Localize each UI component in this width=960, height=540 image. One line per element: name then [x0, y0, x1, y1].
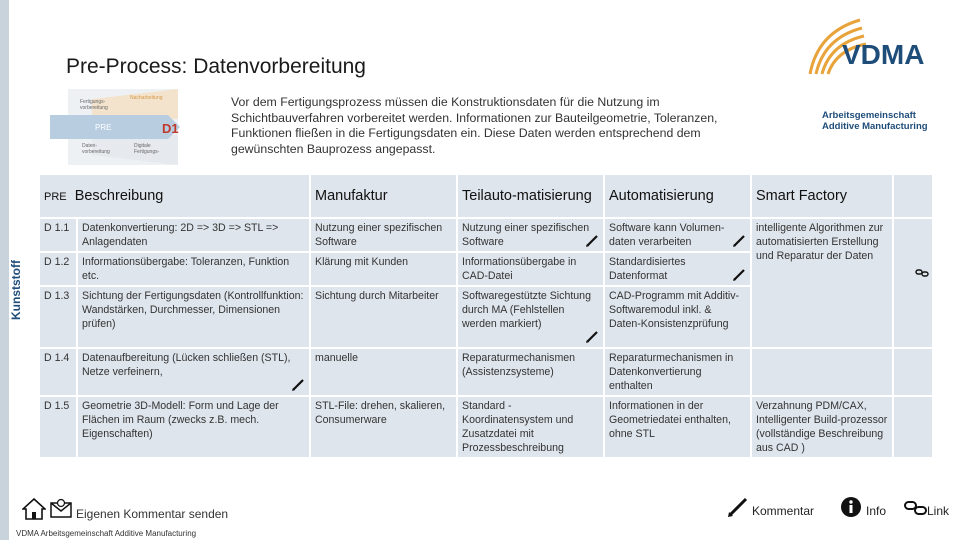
maturity-table	[38, 173, 934, 459]
link-icon[interactable]	[904, 498, 928, 518]
link-icon[interactable]	[915, 267, 929, 279]
vdma-logo	[800, 12, 950, 82]
thumb-label-4: Daten-	[82, 143, 98, 149]
pencil-icon[interactable]	[585, 234, 599, 248]
link-label[interactable]: Link	[927, 504, 950, 518]
row-description: Informationsübergabe: Toleranzen, Funktion etc.	[78, 253, 309, 285]
cell-manufaktur: Sichtung durch Mitarbeiter	[311, 287, 456, 347]
thumb-label-7: Fertigungs-	[134, 149, 160, 155]
thumb-label-2: vorbereitung	[80, 105, 108, 111]
row-description: Geometrie 3D-Modell: Form und Lage der Flächen im Raum (zwecks z.B. mech. Eigenschaften)	[78, 397, 309, 457]
row-id: D 1.5	[40, 397, 76, 457]
svg-text:VDMA: VDMA	[842, 39, 925, 70]
send-comment-link[interactable]: Eigenen Kommentar senden	[76, 507, 229, 521]
pencil-icon[interactable]	[732, 234, 746, 248]
cell-automatisierung: Reparaturmechanismen in Datenkonvertierung enthalten	[605, 349, 750, 395]
cell-manufaktur: Klärung mit Kunden	[311, 253, 456, 285]
info-icon[interactable]	[840, 496, 862, 518]
info-label[interactable]: Info	[866, 504, 887, 518]
mail-icon[interactable]	[50, 498, 72, 518]
cell-automatisierung: Software kann Volumen-daten verarbeiten	[605, 219, 750, 251]
pencil-icon[interactable]	[585, 330, 599, 344]
side-label-kunststoff: Kunststoff	[9, 260, 23, 320]
thumb-d1: D1	[162, 121, 179, 136]
cell-link	[894, 219, 932, 347]
pencil-icon[interactable]	[291, 378, 305, 392]
cell-blank	[894, 349, 932, 395]
intro-text: Vor dem Fertigungsprozess müssen die Konstruktionsdaten für die Nutzung im Schichtbauverfahren vorbereitet werden. Informationen zur Bauteilgeometrie, Toleranzen, Funktionen fließen in die Fertigungsdaten ein. Diese Daten werden entsprechend dem gewünschten Bauprozess angepasst.	[231, 95, 718, 156]
logo-subtitle: Arbeitsgemeinschaft Additive Manufacturing	[822, 110, 928, 132]
pencil-icon[interactable]	[732, 268, 746, 282]
header-pre-beschreibung: PRE Beschreibung	[40, 175, 309, 217]
process-thumbnail	[50, 89, 190, 165]
cell-teilautomatisierung: Reparaturmechanismen (Assistenzsysteme)	[458, 349, 603, 395]
cell-smart-factory: Verzahnung PDM/CAX, Intelligenter Build-prozessor (vollständige Beschreibung aus CAD )	[752, 397, 892, 457]
cell-automatisierung: CAD-Programm mit Additiv-Softwaremodul inkl. & Daten-Konsistenzprüfung	[605, 287, 750, 347]
page-title: Pre-Process: Datenvorbereitung	[66, 55, 366, 78]
table-row	[40, 349, 932, 395]
table-header-row	[40, 175, 932, 217]
row-description: Datenaufbereitung (Lücken schließen (STL), Netze verfeinern,	[78, 349, 309, 395]
footer-vdma-text: VDMA Arbeitsgemeinschaft Additive Manufacturing	[16, 529, 197, 538]
cell-automatisierung: Informationen in der Geometriedatei enthalten, ohne STL	[605, 397, 750, 457]
footer	[0, 494, 960, 540]
home-icon[interactable]	[22, 498, 46, 520]
comment-label[interactable]: Kommentar	[752, 504, 815, 518]
thumb-label-5: vorbereitung	[82, 149, 110, 155]
cell-manufaktur: Nutzung einer spezifischen Software	[311, 219, 456, 251]
row-description: Datenkonvertierung: 2D => 3D => STL => Anlagendaten	[78, 219, 309, 251]
header-teilautomatisierung: Teilauto-matisierung	[458, 175, 603, 217]
cell-smart-factory	[752, 349, 892, 395]
row-id: D 1.2	[40, 253, 76, 285]
thumb-label-3: Nacharbeitung	[130, 95, 163, 101]
header-smart-factory: Smart Factory	[752, 175, 892, 217]
cell-teilautomatisierung: Softwaregestützte Sichtung durch MA (Fehlstellen werden markiert)	[458, 287, 603, 347]
cell-teilautomatisierung: Standard - Koordinatensystem und Zusatzdatei mit Prozessbeschreibung	[458, 397, 603, 457]
thumb-pre: PRE	[95, 123, 112, 132]
thumb-label-1: Fertigungs-	[80, 99, 106, 105]
cell-smart-factory: intelligente Algorithmen zur automatisierten Erstellung und Reparatur der Daten	[752, 219, 892, 347]
sidebar-strip	[0, 0, 9, 540]
row-description: Sichtung der Fertigungsdaten (Kontrollfunktion: Wandstärken, Durchmesser, Dimensionen prüfen)	[78, 287, 309, 347]
header-blank	[894, 175, 932, 217]
cell-manufaktur: manuelle	[311, 349, 456, 395]
row-id: D 1.4	[40, 349, 76, 395]
header-automatisierung: Automatisierung	[605, 175, 750, 217]
cell-automatisierung: Standardisiertes Datenformat	[605, 253, 750, 285]
thumb-label-6: Digitale	[134, 143, 151, 149]
row-id: D 1.3	[40, 287, 76, 347]
pencil-icon[interactable]	[727, 496, 749, 518]
cell-teilautomatisierung: Informationsübergabe in CAD-Datei	[458, 253, 603, 285]
header-manufaktur: Manufaktur	[311, 175, 456, 217]
cell-manufaktur: STL-File: drehen, skalieren, Consumerware	[311, 397, 456, 457]
row-id: D 1.1	[40, 219, 76, 251]
cell-teilautomatisierung: Nutzung einer spezifischen Software	[458, 219, 603, 251]
cell-blank	[894, 397, 932, 457]
table-row	[40, 219, 932, 251]
table-row	[40, 397, 932, 457]
